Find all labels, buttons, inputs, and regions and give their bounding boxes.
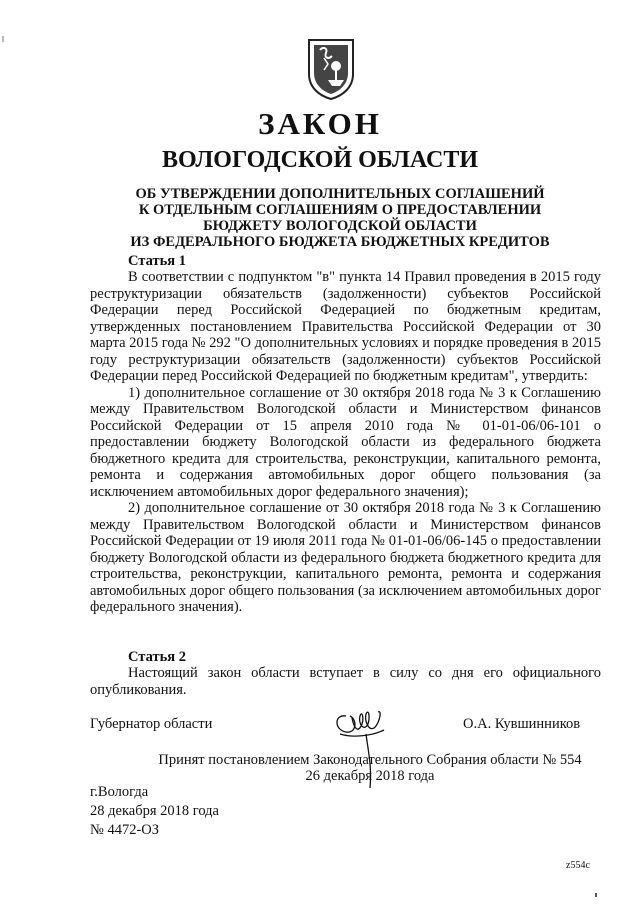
adoption-line: Принят постановлением Законодательного Собрания области № 554 (158, 752, 582, 768)
heading-line: К ОТДЕЛЬНЫМ СОГЛАШЕНИЯМ О ПРЕДОСТАВЛЕНИИ (138, 202, 542, 218)
article-1-item-1: 1) дополнительное соглашение от 30 октября 2018 года № 3 к Соглашению между Правительством Вологодской области и Министерством финансов Российской Федерации от 15 апреля 2010 года № 01-01-06/06-101 о предоставлении бюджету Вологодской области из федерального бюджета бюджетного кредита для строительства, реконструкции, капитального ремонта, ремонта и содержания автомобильных дорог общего пользования (за исключением автомобильных дорог федерального значения); (90, 384, 601, 500)
article-1 (90, 253, 601, 616)
adoption-info (90, 752, 640, 784)
law-heading (90, 186, 590, 250)
heading-line: ИЗ ФЕДЕРАЛЬНОГО БЮДЖЕТА БЮДЖЕТНЫХ КРЕДИТОВ (130, 234, 550, 250)
scan-mark (2, 36, 4, 42)
signing-date: 28 декабря 2018 года (90, 803, 219, 819)
signing-details (90, 783, 219, 840)
document-subtitle: ВОЛОГОДСКОЙ ОБЛАСТИ (161, 147, 479, 173)
article-2 (90, 649, 601, 698)
heading-line: БЮДЖЕТУ ВОЛОГОДСКОЙ ОБЛАСТИ (203, 218, 477, 234)
signing-place: г.Вологда (90, 784, 149, 800)
article-1-item-2: 2) дополнительное соглашение от 30 октября 2018 года № 3 к Соглашению между Правительством Вологодской области и Министерством финансов Российской Федерации от 19 июля 2011 года № 01-01-06/06-145 о предоставлении бюджету Вологодской области из федерального бюджета бюджетного кредита для строительства, реконструкции, капитального ремонта, ремонта и содержания автомобильных дорог общего пользования (за исключением автомобильных дорог федерального значения). (90, 500, 601, 615)
document-title: ЗАКОН (258, 106, 382, 141)
adoption-date: 26 декабря 2018 года (305, 768, 435, 784)
article-2-title: Статья 2 (128, 649, 186, 665)
article-2-text: Настоящий закон области вступает в силу со дня его официального опубликования. (90, 665, 601, 698)
article-1-intro: В соответствии с подпунктом "в" пункта 14 Правил проведения в 2015 году реструктуризации обязательств (задолженности) субъектов Российской Федерации перед Российской Федерацией по бюджетным кредитам, утвержденных постановлением Правительства Российской Федерации от 30 марта 2015 года № 292 "О дополнительных условиях и порядке проведения в 2015 году реструктуризации обязательств (задолженности) субъектов Российской Федерации перед Российской Федерацией по бюджетным кредитам", утвердить: (90, 269, 601, 384)
scan-mark (595, 893, 597, 897)
coat-of-arms-icon (306, 36, 356, 100)
article-1-title: Статья 1 (128, 253, 186, 269)
signatory-position: Губернатор области (90, 716, 213, 732)
document-code: z554c (566, 860, 590, 871)
signatory-name: О.А. Кувшинников (463, 716, 581, 732)
heading-line: ОБ УТВЕРЖДЕНИИ ДОПОЛНИТЕЛЬНЫХ СОГЛАШЕНИЙ (135, 186, 545, 202)
law-number: № 4472-ОЗ (90, 822, 160, 838)
